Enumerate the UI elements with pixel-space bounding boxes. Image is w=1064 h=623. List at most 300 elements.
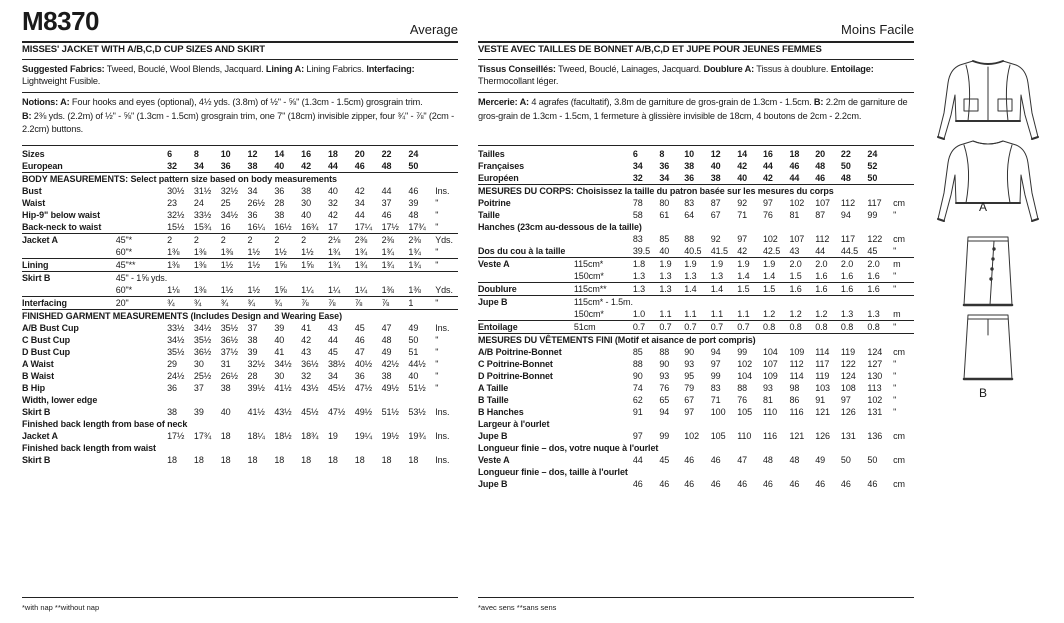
size-value: 17 xyxy=(327,222,338,232)
size-value: 47 xyxy=(381,323,392,333)
row-label: Entoilage xyxy=(478,321,574,334)
row-label: Françaises xyxy=(478,161,525,171)
fabric-width: 150cm* xyxy=(573,309,604,319)
fabric-width xyxy=(116,197,167,209)
size-value: 36 xyxy=(167,383,177,393)
table-row xyxy=(22,160,458,173)
size-value: 1¾ xyxy=(327,247,341,257)
size-value xyxy=(301,272,328,285)
size-value: 46 xyxy=(659,479,670,489)
size-value: 0.8 xyxy=(841,321,868,334)
size-value: 2 xyxy=(301,234,328,247)
size-value xyxy=(659,296,684,309)
size-value: 34½ xyxy=(274,359,292,369)
size-value: 45 xyxy=(354,323,365,333)
size-value: 100 xyxy=(710,407,726,417)
notions-b-label: B: xyxy=(813,97,824,107)
size-value: 49½ xyxy=(354,407,373,417)
size-value: 93 xyxy=(684,359,695,369)
unit-cell xyxy=(435,148,458,160)
size-value xyxy=(274,272,301,285)
unit-cell: " xyxy=(893,383,897,393)
size-value: 18 xyxy=(327,455,338,465)
size-value: 104 xyxy=(762,347,778,357)
size-value: 97 xyxy=(632,431,643,441)
fabric-width xyxy=(574,148,633,160)
fabric-width xyxy=(574,209,633,221)
size-value xyxy=(221,272,248,285)
size-value: 46 xyxy=(684,479,695,489)
size-value xyxy=(815,296,841,309)
fabric-width xyxy=(116,160,167,173)
size-value: 131 xyxy=(867,407,883,417)
size-value: 40 xyxy=(408,371,419,381)
unit-cell xyxy=(435,272,458,285)
size-value: ⅞ xyxy=(382,297,409,310)
unit-cell: " xyxy=(435,259,458,272)
size-value: 48 xyxy=(789,455,800,465)
size-value: 18 xyxy=(274,455,285,465)
size-value: 38½ xyxy=(327,359,346,369)
unit-cell: " xyxy=(893,210,897,220)
size-value: 1.2 xyxy=(789,309,802,319)
size-value: 2⅜ xyxy=(355,234,382,247)
size-value: 121 xyxy=(789,431,805,441)
size-value: 1¼ xyxy=(354,285,368,295)
size-value: 102 xyxy=(789,198,805,208)
size-value: 48 xyxy=(840,173,851,183)
size-value: 1.5 xyxy=(789,271,802,281)
size-value: 46 xyxy=(354,161,365,171)
size-value: 1.8 xyxy=(633,258,660,271)
fabric-width xyxy=(574,172,633,185)
size-value: 17½ xyxy=(167,431,185,441)
size-value: 1¾ xyxy=(381,247,394,257)
size-value: 1½ xyxy=(248,259,275,272)
size-value: 1.9 xyxy=(684,258,711,271)
size-value xyxy=(355,272,382,285)
size-value: 22 xyxy=(840,149,851,159)
size-value: 14 xyxy=(274,149,285,159)
header-rule xyxy=(478,41,914,43)
size-value: 44 xyxy=(327,161,338,171)
size-value: 8 xyxy=(193,149,199,159)
table-row xyxy=(478,308,914,321)
size-value: 2 xyxy=(167,234,194,247)
unit-cell xyxy=(893,418,914,430)
size-value: 81 xyxy=(762,395,773,405)
row-label: Width, lower edge xyxy=(22,395,98,405)
size-value: 2.0 xyxy=(815,258,841,271)
size-value: 99 xyxy=(737,347,748,357)
size-value: 1.3 xyxy=(684,271,697,281)
size-value: 51½ xyxy=(408,383,426,393)
row-label: Interfacing xyxy=(22,297,116,310)
size-value: 81 xyxy=(789,210,800,220)
size-value: 19½ xyxy=(381,431,399,441)
unit-cell: " xyxy=(435,383,439,393)
table-row xyxy=(478,478,914,490)
lining-value: Tissus à doublure. xyxy=(754,64,831,74)
size-value: 109 xyxy=(789,347,805,357)
row-label: Largeur à l'ourlet xyxy=(478,419,550,429)
pattern-title-fr: VESTE AVEC TAILLES DE BONNET A/B,C,D ET JUPE POUR JEUNES FEMMES xyxy=(478,44,822,55)
size-value: 32 xyxy=(167,161,177,171)
size-value: 48 xyxy=(408,210,419,220)
section-title: FINISHED GARMENT MEASUREMENTS (Includes Design and Wearing Ease) xyxy=(22,310,458,323)
size-value: 1½ xyxy=(301,247,314,257)
table-row xyxy=(478,430,914,442)
table-row xyxy=(22,246,458,259)
size-value: 10 xyxy=(684,149,695,159)
size-value: 18 xyxy=(789,149,800,159)
table-row xyxy=(478,406,914,418)
size-value: 40 xyxy=(274,335,285,345)
size-value xyxy=(763,296,790,309)
row-label: Finished back length from base of neck xyxy=(22,419,188,429)
size-value: 1.4 xyxy=(762,271,776,281)
table-row xyxy=(478,148,914,160)
size-value: 36 xyxy=(220,161,231,171)
size-value: 49½ xyxy=(381,383,399,393)
notions-a-value: Four hooks and eyes (optional), 4½ yds. (3.8m) of ½" - ⅝" (1.3cm - 1.5cm) grosgrain trim. xyxy=(69,97,423,107)
size-value: 74 xyxy=(632,383,643,393)
size-value: 47½ xyxy=(354,383,373,393)
notions-a-value: 4 agrafes (facultatif), 3.8m de garniture de gros-grain de 1.3cm - 1.5cm. xyxy=(528,97,814,107)
size-value: 112 xyxy=(840,198,855,208)
difficulty-level-fr: Moins Facile xyxy=(841,22,914,37)
fabric-width xyxy=(116,148,167,160)
size-value: 46 xyxy=(815,173,826,183)
size-value: 41 xyxy=(274,347,285,357)
size-value: 28 xyxy=(274,198,285,208)
size-value: 46 xyxy=(408,186,419,196)
fabric-width: 115cm* xyxy=(574,258,633,271)
table-row xyxy=(478,370,914,382)
size-value: 99 xyxy=(659,431,670,441)
table-row xyxy=(22,394,458,406)
size-value: 1.3 xyxy=(867,309,880,319)
row-label: A Taille xyxy=(478,383,509,393)
table-row xyxy=(478,454,914,466)
size-value: 85 xyxy=(659,234,670,244)
size-value xyxy=(633,418,660,430)
size-value: 117 xyxy=(840,234,855,244)
unit-cell: " xyxy=(435,210,439,220)
size-value xyxy=(789,418,815,430)
notions-text xyxy=(22,96,458,137)
table-row xyxy=(478,221,914,233)
size-value: 1⅝ xyxy=(274,285,287,295)
size-value: 50 xyxy=(867,173,878,183)
size-value: 44.5 xyxy=(841,245,868,258)
size-value: ¾ xyxy=(274,297,301,310)
unit-cell: Ins. xyxy=(435,407,450,417)
size-value: 46 xyxy=(354,335,365,345)
size-value: 87 xyxy=(815,210,826,220)
size-value: 35½ xyxy=(193,335,212,345)
notions-label: Mercerie: A: xyxy=(478,97,529,107)
size-value xyxy=(274,394,301,406)
size-value: 44 xyxy=(354,210,365,220)
size-value: 97 xyxy=(710,359,721,369)
table-row xyxy=(22,406,458,418)
size-value: 46 xyxy=(840,479,851,489)
fabric-width: 20" xyxy=(116,297,167,310)
fabric-width xyxy=(116,394,167,406)
size-value: 23 xyxy=(167,198,177,208)
size-value xyxy=(841,296,868,309)
table-row xyxy=(22,297,458,310)
size-value: 50 xyxy=(840,161,851,171)
size-value xyxy=(867,296,893,309)
size-value: 58 xyxy=(632,210,643,220)
size-value: 34 xyxy=(193,161,204,171)
size-value: 64 xyxy=(684,210,695,220)
size-value: 2⅜ xyxy=(408,234,435,247)
size-value: 1¼ xyxy=(301,285,314,295)
size-value: 32½ xyxy=(220,186,238,196)
footnote-fr: *avec sens **sans sens xyxy=(478,603,557,612)
size-value: ¾ xyxy=(194,297,221,310)
divider xyxy=(478,145,914,146)
row-label: Skirt B xyxy=(22,455,51,465)
view-b-label: B xyxy=(979,386,988,400)
size-value: 48 xyxy=(815,161,826,171)
size-value: 2 xyxy=(194,234,221,247)
row-label: Jupe B xyxy=(478,431,508,441)
fabric-width xyxy=(574,478,633,490)
fabrics-label: Suggested Fabrics: xyxy=(22,64,105,74)
size-value: 45 xyxy=(659,455,670,465)
size-value: 91 xyxy=(632,407,643,417)
size-value: 1⅝ xyxy=(301,259,328,272)
size-value: 1⅜ xyxy=(381,285,394,295)
size-value: 30½ xyxy=(167,186,185,196)
size-value: 50 xyxy=(408,335,419,345)
size-value: 8 xyxy=(659,149,665,159)
size-value: ¾ xyxy=(167,297,194,310)
size-value: 34 xyxy=(659,173,670,183)
size-value: 1⅜ xyxy=(194,259,221,272)
unit-cell: Ins. xyxy=(435,186,450,196)
fabric-width xyxy=(574,245,633,258)
size-value xyxy=(789,296,815,309)
fabric-width xyxy=(116,334,167,346)
table-row xyxy=(478,394,914,406)
size-value: 42 xyxy=(301,335,311,345)
size-value: 12 xyxy=(247,149,258,159)
size-value: 25½ xyxy=(193,371,212,381)
size-value: 1.1 xyxy=(684,309,697,319)
size-value xyxy=(355,394,382,406)
size-value xyxy=(194,272,221,285)
size-value: 36½ xyxy=(220,335,238,345)
table-row xyxy=(478,209,914,221)
size-value: 1.6 xyxy=(867,283,893,296)
size-value: 102 xyxy=(762,234,778,244)
view-a-label: A xyxy=(979,200,988,214)
size-value: 97 xyxy=(737,234,748,244)
size-value: 18 xyxy=(220,455,231,465)
size-value xyxy=(382,394,409,406)
size-value xyxy=(763,418,790,430)
table-row xyxy=(22,272,458,285)
size-value: 1.1 xyxy=(710,309,723,319)
size-value: 38 xyxy=(167,407,177,417)
unit-cell: cm xyxy=(893,455,905,465)
size-value: 12 xyxy=(710,149,721,159)
size-value: 33½ xyxy=(193,210,212,220)
fabric-width xyxy=(116,221,167,234)
size-value: 2.0 xyxy=(789,258,815,271)
size-value: 1.1 xyxy=(659,309,672,319)
unit-cell: m xyxy=(893,309,901,319)
unit-cell xyxy=(893,160,914,172)
size-value xyxy=(737,296,763,309)
size-value: 102 xyxy=(684,431,699,441)
table-row xyxy=(478,296,914,309)
size-value: 76 xyxy=(737,395,748,405)
size-value: 17½ xyxy=(381,222,399,232)
size-value: 126 xyxy=(815,431,830,441)
section-title: MESURES DU CORPS: Choisissez la taille du patron basée sur les mesures du corps xyxy=(478,185,914,198)
divider xyxy=(478,59,914,60)
row-label xyxy=(22,284,116,297)
size-value: 67 xyxy=(684,395,695,405)
table-row xyxy=(22,430,458,442)
size-value: 90 xyxy=(632,371,643,381)
size-value: 50 xyxy=(840,455,851,465)
size-value: 1.3 xyxy=(840,309,854,319)
size-value: 40 xyxy=(220,407,231,417)
size-value: 88 xyxy=(684,234,695,244)
size-value: 0.8 xyxy=(789,321,815,334)
size-value: 17¾ xyxy=(408,222,426,232)
size-value: 6 xyxy=(167,149,173,159)
row-label: Hanches (23cm au-dessous de la taille) xyxy=(478,222,642,232)
size-value: 24 xyxy=(867,149,878,159)
size-value: 20 xyxy=(815,149,826,159)
size-value: 44 xyxy=(327,335,338,345)
fabric-width xyxy=(116,430,167,442)
row-label xyxy=(22,246,116,259)
table-row xyxy=(478,185,914,198)
unit-cell: Ins. xyxy=(435,431,450,441)
size-value: 16½ xyxy=(274,222,292,232)
pattern-title: MISSES' JACKET WITH A/B,C,D CUP SIZES AND SKIRT xyxy=(22,44,265,55)
size-value: 18 xyxy=(301,455,311,465)
size-value: 42 xyxy=(301,161,311,171)
size-value: 18 xyxy=(327,149,338,159)
size-value xyxy=(867,418,893,430)
bottom-rule xyxy=(478,597,914,598)
table-row xyxy=(22,370,458,382)
size-value: 19¾ xyxy=(408,431,426,441)
row-label: Longueur finie – dos, votre nuque à l'ourlet xyxy=(478,443,659,453)
size-value: 42 xyxy=(327,210,338,220)
size-value: 34 xyxy=(354,198,365,208)
row-label: Skirt B xyxy=(22,407,51,417)
lining-value: Lining Fabrics. xyxy=(304,64,367,74)
size-value xyxy=(248,272,275,285)
jacket-back-illustration xyxy=(938,61,1038,139)
size-value: 47 xyxy=(737,455,748,465)
table-row xyxy=(478,233,914,245)
size-value: 46 xyxy=(762,479,773,489)
size-value: 62 xyxy=(632,395,643,405)
unit-cell: " xyxy=(435,371,439,381)
table-row xyxy=(478,382,914,394)
table-row xyxy=(478,321,914,334)
size-value: 1.1 xyxy=(737,309,750,319)
size-value: 99 xyxy=(710,371,721,381)
size-value: 103 xyxy=(815,383,830,393)
row-label: Back-neck to waist xyxy=(22,222,102,232)
size-value: 107 xyxy=(789,234,805,244)
size-value: 36 xyxy=(684,173,695,183)
size-value: 41 xyxy=(301,323,311,333)
size-value: 37½ xyxy=(220,347,238,357)
size-value: 127 xyxy=(867,359,883,369)
size-value: 40½ xyxy=(354,359,373,369)
size-value: 46 xyxy=(684,455,695,465)
size-value: 1.9 xyxy=(711,258,738,271)
row-label: Bust xyxy=(22,186,42,196)
size-value: 40 xyxy=(327,186,338,196)
size-value: 87 xyxy=(710,198,721,208)
size-value: 1.6 xyxy=(841,283,868,296)
size-value: 1.9 xyxy=(659,258,684,271)
size-value: 90 xyxy=(684,347,695,357)
skirt-back-illustration xyxy=(964,315,1012,379)
size-value: 1⅜ xyxy=(193,285,207,295)
size-value: 131 xyxy=(840,431,856,441)
size-value: 1.6 xyxy=(815,271,828,281)
fabric-width xyxy=(574,394,633,406)
size-value: 44 xyxy=(789,173,800,183)
table-row xyxy=(22,197,458,209)
size-value: 16 xyxy=(301,149,311,159)
size-value: 53½ xyxy=(408,407,426,417)
size-value: 126 xyxy=(840,407,856,417)
size-value: 46 xyxy=(710,479,721,489)
size-value: 40 xyxy=(274,161,285,171)
size-value: 91 xyxy=(815,395,826,405)
size-value: 0.7 xyxy=(737,321,763,334)
size-value: 71 xyxy=(710,395,721,405)
fabric-width xyxy=(574,382,633,394)
row-label: B Taille xyxy=(478,395,509,405)
size-value: 30 xyxy=(274,371,285,381)
unit-cell: Yds. xyxy=(435,234,458,247)
size-value: 136 xyxy=(867,431,883,441)
size-value: 14 xyxy=(737,149,748,159)
size-value: 2.0 xyxy=(841,258,868,271)
size-value xyxy=(684,418,711,430)
size-value: 46 xyxy=(815,479,826,489)
divider xyxy=(22,59,458,60)
size-value: 34½ xyxy=(220,210,238,220)
fabrics-label: Tissus Conseillés: xyxy=(478,64,556,74)
size-value: 1.3 xyxy=(659,271,672,281)
size-value: 38 xyxy=(220,383,231,393)
size-value: 1.4 xyxy=(711,283,738,296)
size-value xyxy=(684,296,711,309)
size-value: 49 xyxy=(408,323,419,333)
row-label: Skirt B xyxy=(22,272,116,285)
unit-cell: " xyxy=(435,359,439,369)
